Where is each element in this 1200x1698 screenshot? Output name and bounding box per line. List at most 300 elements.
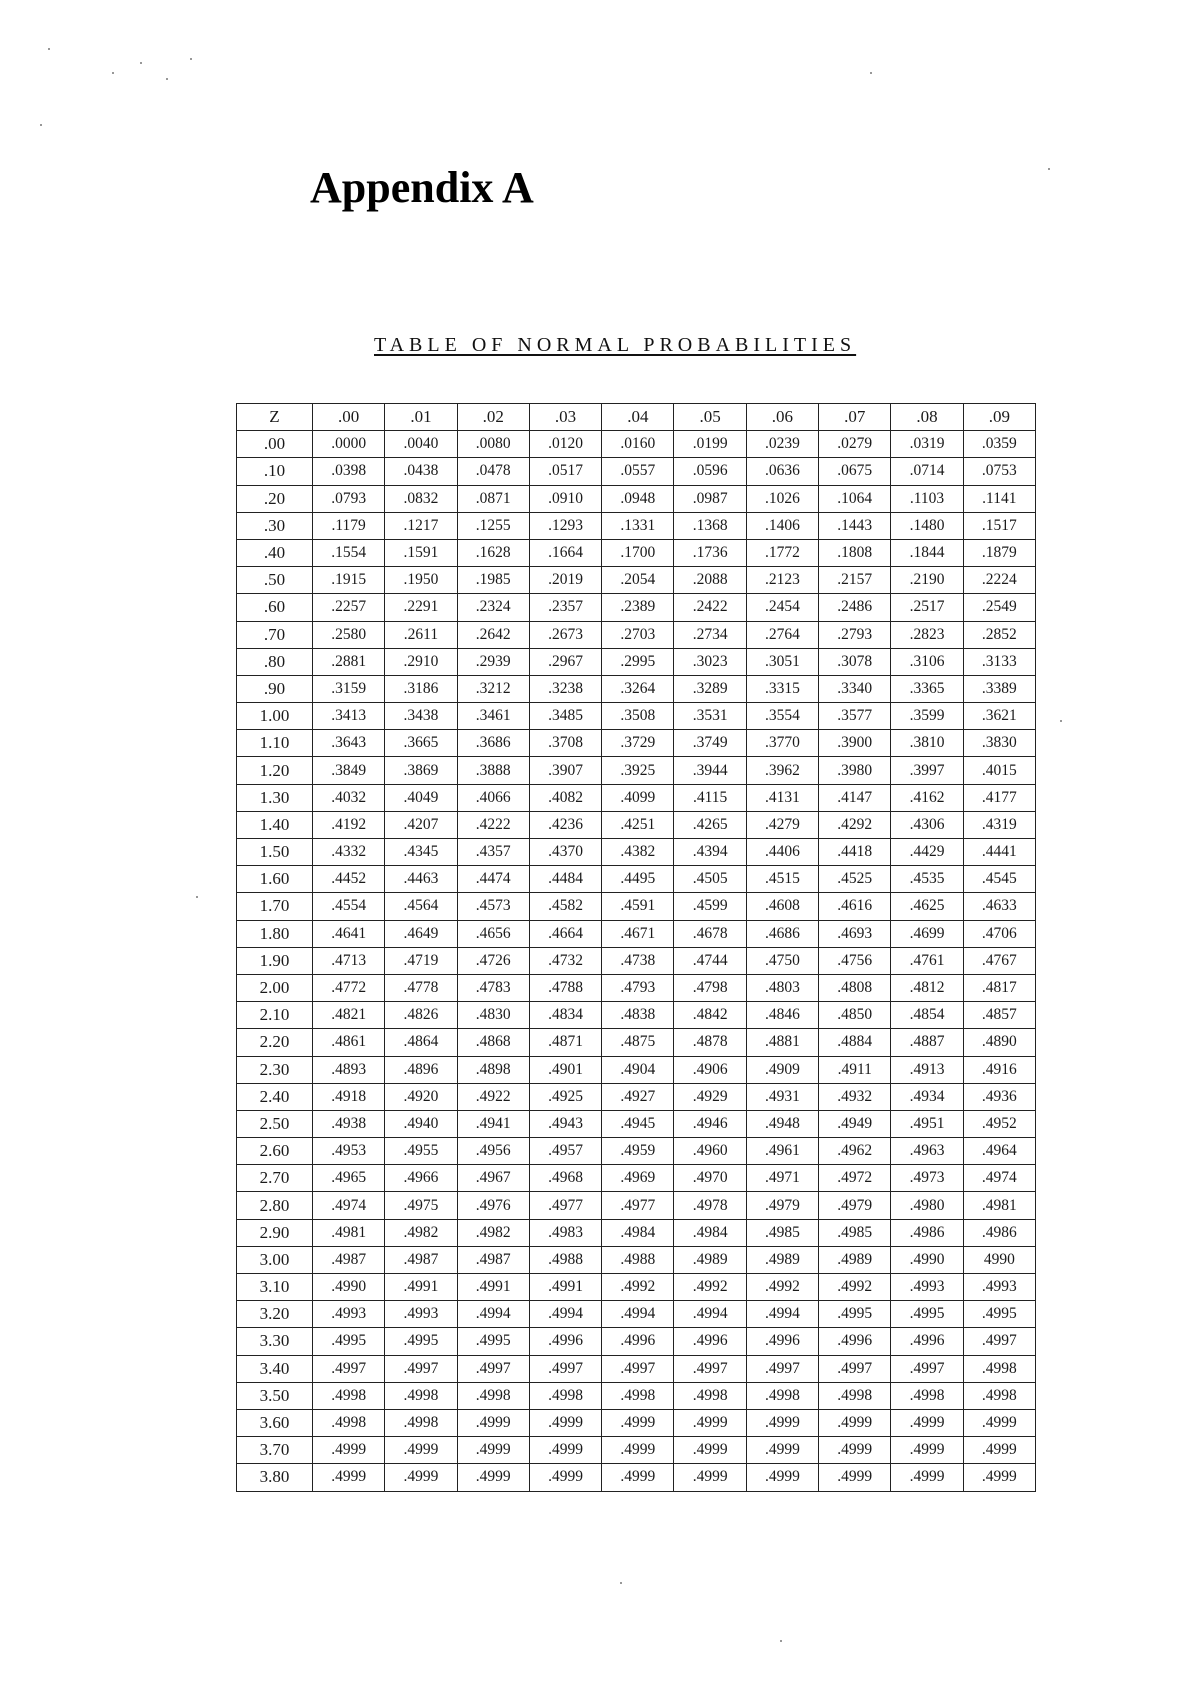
probability-cell: .4998: [674, 1382, 746, 1409]
probability-cell: .4099: [602, 784, 674, 811]
table-row: [237, 512, 1036, 539]
scan-speck: [1048, 168, 1050, 170]
probability-cell: .4906: [674, 1056, 746, 1083]
probability-cell: .4992: [602, 1274, 674, 1301]
probability-cell: .4999: [313, 1464, 385, 1491]
probability-cell: .4999: [457, 1437, 529, 1464]
probability-cell: .1406: [746, 512, 818, 539]
probability-cell: .4998: [963, 1355, 1035, 1382]
table-row: [237, 431, 1036, 458]
probability-cell: .4992: [746, 1274, 818, 1301]
probability-cell: .4904: [602, 1056, 674, 1083]
probability-cell: .2995: [602, 648, 674, 675]
probability-cell: .4207: [385, 811, 457, 838]
table-row: [237, 811, 1036, 838]
probability-cell: .4608: [746, 893, 818, 920]
probability-cell: .4999: [313, 1437, 385, 1464]
probability-cell: .2967: [529, 648, 601, 675]
probability-cell: .3980: [819, 757, 891, 784]
probability-cell: .4999: [457, 1464, 529, 1491]
probability-cell: .4995: [891, 1301, 963, 1328]
probability-cell: .4535: [891, 866, 963, 893]
probability-cell: .4998: [457, 1382, 529, 1409]
probability-cell: .1700: [602, 539, 674, 566]
probability-cell: .4812: [891, 974, 963, 1001]
probability-cell: .3413: [313, 703, 385, 730]
scan-speck: [112, 72, 114, 74]
probability-cell: .1844: [891, 539, 963, 566]
probability-cell: .4987: [313, 1246, 385, 1273]
probability-cell: .4940: [385, 1110, 457, 1137]
probability-cell: .1368: [674, 512, 746, 539]
probability-cell: .4783: [457, 974, 529, 1001]
column-header: .05: [674, 404, 746, 431]
z-value-cell: .60: [237, 594, 313, 621]
probability-cell: .2291: [385, 594, 457, 621]
probability-cell: .4599: [674, 893, 746, 920]
probability-cell: .4952: [963, 1110, 1035, 1137]
probability-cell: .4999: [891, 1464, 963, 1491]
probability-cell: .2673: [529, 621, 601, 648]
probability-cell: .3577: [819, 703, 891, 730]
probability-cell: .0987: [674, 485, 746, 512]
header-row: [237, 404, 1036, 431]
z-value-cell: 1.20: [237, 757, 313, 784]
scan-speck: [166, 78, 168, 80]
z-value-cell: 2.70: [237, 1165, 313, 1192]
scan-speck: [196, 896, 198, 898]
probability-cell: .1772: [746, 539, 818, 566]
probability-cell: .4967: [457, 1165, 529, 1192]
probability-cell: .4973: [891, 1165, 963, 1192]
probability-cell: .3389: [963, 675, 1035, 702]
probability-cell: .3508: [602, 703, 674, 730]
probability-cell: .4778: [385, 974, 457, 1001]
probability-cell: .0753: [963, 458, 1035, 485]
probability-cell: .4987: [385, 1246, 457, 1273]
table-row: [237, 458, 1036, 485]
probability-cell: .0279: [819, 431, 891, 458]
probability-cell: .4999: [891, 1437, 963, 1464]
probability-cell: .4999: [963, 1437, 1035, 1464]
probability-cell: .4941: [457, 1110, 529, 1137]
table-row: [237, 893, 1036, 920]
probability-cell: .4251: [602, 811, 674, 838]
probability-cell: .4726: [457, 947, 529, 974]
probability-cell: .4686: [746, 920, 818, 947]
z-value-cell: 1.10: [237, 730, 313, 757]
probability-cell: .0120: [529, 431, 601, 458]
probability-cell: .4881: [746, 1029, 818, 1056]
table-row: [237, 567, 1036, 594]
probability-cell: .4977: [529, 1192, 601, 1219]
probability-cell: .2486: [819, 594, 891, 621]
probability-cell: .4918: [313, 1083, 385, 1110]
probability-cell: .4995: [385, 1328, 457, 1355]
probability-cell: .1985: [457, 567, 529, 594]
probability-cell: .2823: [891, 621, 963, 648]
probability-cell: .4564: [385, 893, 457, 920]
probability-cell: .2517: [891, 594, 963, 621]
probability-cell: .4830: [457, 1002, 529, 1029]
probability-cell: .4996: [746, 1328, 818, 1355]
probability-cell: .4993: [891, 1274, 963, 1301]
probability-cell: .4999: [529, 1409, 601, 1436]
probability-cell: .4788: [529, 974, 601, 1001]
probability-cell: .3962: [746, 757, 818, 784]
probability-cell: .4147: [819, 784, 891, 811]
probability-cell: .3944: [674, 757, 746, 784]
probability-cell: .2454: [746, 594, 818, 621]
probability-cell: .0793: [313, 485, 385, 512]
table-row: [237, 866, 1036, 893]
probability-cell: .4938: [313, 1110, 385, 1137]
probability-cell: .4992: [674, 1274, 746, 1301]
probability-cell: .2580: [313, 621, 385, 648]
probability-cell: .3554: [746, 703, 818, 730]
probability-cell: .4999: [746, 1409, 818, 1436]
probability-cell: .4993: [385, 1301, 457, 1328]
probability-cell: .4896: [385, 1056, 457, 1083]
probability-cell: .4997: [746, 1355, 818, 1382]
probability-cell: .4798: [674, 974, 746, 1001]
probability-cell: .0675: [819, 458, 891, 485]
table-row: [237, 1328, 1036, 1355]
probability-cell: .0438: [385, 458, 457, 485]
probability-cell: .4834: [529, 1002, 601, 1029]
probability-cell: .4370: [529, 839, 601, 866]
probability-cell: .4929: [674, 1083, 746, 1110]
probability-cell: .0636: [746, 458, 818, 485]
table-row: [237, 947, 1036, 974]
probability-cell: .1179: [313, 512, 385, 539]
probability-cell: .4970: [674, 1165, 746, 1192]
table-row: [237, 1246, 1036, 1273]
probability-cell: .3485: [529, 703, 601, 730]
probability-cell: .4962: [819, 1138, 891, 1165]
probability-cell: .4946: [674, 1110, 746, 1137]
probability-cell: .4987: [457, 1246, 529, 1273]
probability-cell: .4997: [674, 1355, 746, 1382]
probability-cell: .4961: [746, 1138, 818, 1165]
probability-cell: .4878: [674, 1029, 746, 1056]
table-row: [237, 1029, 1036, 1056]
probability-cell: .1628: [457, 539, 529, 566]
probability-cell: .0239: [746, 431, 818, 458]
table-row: [237, 1301, 1036, 1328]
probability-cell: .4983: [529, 1219, 601, 1246]
table-row: [237, 675, 1036, 702]
probability-cell: .3643: [313, 730, 385, 757]
probability-cell: .2881: [313, 648, 385, 675]
probability-cell: .4177: [963, 784, 1035, 811]
probability-cell: .4015: [963, 757, 1035, 784]
probability-cell: .4978: [674, 1192, 746, 1219]
probability-cell: .4997: [385, 1355, 457, 1382]
table-row: [237, 621, 1036, 648]
probability-cell: .4505: [674, 866, 746, 893]
probability-cell: .3078: [819, 648, 891, 675]
probability-cell: .1808: [819, 539, 891, 566]
table-row: [237, 757, 1036, 784]
probability-cell: .0160: [602, 431, 674, 458]
probability-cell: .4985: [819, 1219, 891, 1246]
probability-cell: .4927: [602, 1083, 674, 1110]
column-header: .03: [529, 404, 601, 431]
probability-cell: .1554: [313, 539, 385, 566]
scan-speck: [140, 62, 142, 64]
probability-cell: .3729: [602, 730, 674, 757]
table-row: [237, 920, 1036, 947]
table-row: [237, 485, 1036, 512]
probability-cell: .4986: [891, 1219, 963, 1246]
probability-cell: .0714: [891, 458, 963, 485]
probability-cell: .1950: [385, 567, 457, 594]
probability-cell: .4990: [891, 1246, 963, 1273]
probability-cell: .3438: [385, 703, 457, 730]
z-value-cell: .30: [237, 512, 313, 539]
probability-cell: .0000: [313, 431, 385, 458]
probability-cell: .4999: [529, 1437, 601, 1464]
z-value-cell: 3.10: [237, 1274, 313, 1301]
probability-cell: .4625: [891, 893, 963, 920]
scan-speck: [48, 48, 50, 50]
probability-cell: .4948: [746, 1110, 818, 1137]
probability-cell: .4838: [602, 1002, 674, 1029]
probability-cell: .4995: [313, 1328, 385, 1355]
probability-cell: .4995: [819, 1301, 891, 1328]
probability-cell: .4974: [313, 1192, 385, 1219]
table-row: [237, 1219, 1036, 1246]
probability-cell: .4750: [746, 947, 818, 974]
probability-cell: .3810: [891, 730, 963, 757]
probability-cell: .0080: [457, 431, 529, 458]
z-value-cell: 3.70: [237, 1437, 313, 1464]
probability-cell: .3907: [529, 757, 601, 784]
probability-cell: .4429: [891, 839, 963, 866]
probability-cell: .0910: [529, 485, 601, 512]
z-value-cell: 1.00: [237, 703, 313, 730]
z-value-cell: 3.80: [237, 1464, 313, 1491]
probability-cell: .2088: [674, 567, 746, 594]
probability-cell: .4931: [746, 1083, 818, 1110]
probability-cell: .4857: [963, 1002, 1035, 1029]
probability-cell: .3315: [746, 675, 818, 702]
z-value-cell: 1.30: [237, 784, 313, 811]
z-value-cell: 2.90: [237, 1219, 313, 1246]
probability-cell: .4850: [819, 1002, 891, 1029]
probability-cell: .1331: [602, 512, 674, 539]
table-row: [237, 1355, 1036, 1382]
table-row: [237, 730, 1036, 757]
z-value-cell: .10: [237, 458, 313, 485]
probability-cell: .4981: [963, 1192, 1035, 1219]
probability-cell: .4875: [602, 1029, 674, 1056]
probability-cell: .4992: [819, 1274, 891, 1301]
probability-cell: .4997: [963, 1328, 1035, 1355]
z-value-cell: 1.60: [237, 866, 313, 893]
probability-cell: .0040: [385, 431, 457, 458]
column-header: .06: [746, 404, 818, 431]
normal-probability-table: [236, 403, 1036, 1492]
z-value-cell: 2.20: [237, 1029, 313, 1056]
probability-cell: .4767: [963, 947, 1035, 974]
probability-cell: .4582: [529, 893, 601, 920]
z-value-cell: 2.40: [237, 1083, 313, 1110]
probability-cell: .4732: [529, 947, 601, 974]
z-value-cell: 1.70: [237, 893, 313, 920]
probability-cell: .4988: [602, 1246, 674, 1273]
probability-cell: .0871: [457, 485, 529, 512]
probability-cell: .1026: [746, 485, 818, 512]
probability-cell: .4999: [457, 1409, 529, 1436]
probability-cell: .4821: [313, 1002, 385, 1029]
probability-cell: .4994: [602, 1301, 674, 1328]
probability-cell: .2642: [457, 621, 529, 648]
probability-cell: .4956: [457, 1138, 529, 1165]
scan-speck: [40, 124, 42, 126]
z-value-cell: 1.50: [237, 839, 313, 866]
z-value-cell: 2.50: [237, 1110, 313, 1137]
table-body: [237, 431, 1036, 1491]
probability-cell: .3461: [457, 703, 529, 730]
table-caption: TABLE OF NORMAL PROBABILITIES: [374, 334, 857, 356]
probability-cell: .4641: [313, 920, 385, 947]
probability-cell: .4656: [457, 920, 529, 947]
probability-cell: .4738: [602, 947, 674, 974]
probability-cell: .4861: [313, 1029, 385, 1056]
probability-cell: .4998: [602, 1382, 674, 1409]
probability-cell: .2389: [602, 594, 674, 621]
table-row: [237, 1083, 1036, 1110]
probability-cell: .4842: [674, 1002, 746, 1029]
probability-cell: .4999: [385, 1437, 457, 1464]
probability-cell: .4997: [313, 1355, 385, 1382]
probability-cell: .4515: [746, 866, 818, 893]
probability-cell: .1517: [963, 512, 1035, 539]
probability-cell: .4999: [963, 1409, 1035, 1436]
probability-cell: .3106: [891, 648, 963, 675]
scan-speck: [1060, 720, 1062, 722]
probability-cell: .4633: [963, 893, 1035, 920]
probability-cell: .4994: [746, 1301, 818, 1328]
probability-cell: .3212: [457, 675, 529, 702]
probability-cell: .4911: [819, 1056, 891, 1083]
probability-cell: .2157: [819, 567, 891, 594]
probability-cell: .0557: [602, 458, 674, 485]
probability-cell: .1217: [385, 512, 457, 539]
probability-cell: .4192: [313, 811, 385, 838]
table-row: [237, 1002, 1036, 1029]
probability-cell: .4980: [891, 1192, 963, 1219]
probability-cell: .4991: [385, 1274, 457, 1301]
probability-cell: .4999: [602, 1437, 674, 1464]
probability-cell: .4693: [819, 920, 891, 947]
probability-cell: .4985: [746, 1219, 818, 1246]
probability-cell: .4999: [819, 1409, 891, 1436]
probability-cell: .4960: [674, 1138, 746, 1165]
probability-cell: .4995: [457, 1328, 529, 1355]
probability-cell: .4971: [746, 1165, 818, 1192]
probability-cell: .2910: [385, 648, 457, 675]
scan-speck: [870, 72, 872, 74]
probability-cell: .4984: [674, 1219, 746, 1246]
z-value-cell: 3.60: [237, 1409, 313, 1436]
probability-cell: .1591: [385, 539, 457, 566]
probability-cell: .4998: [313, 1382, 385, 1409]
probability-cell: .4554: [313, 893, 385, 920]
probability-cell: .2123: [746, 567, 818, 594]
probability-cell: .4846: [746, 1002, 818, 1029]
probability-cell: .3340: [819, 675, 891, 702]
probability-cell: .4713: [313, 947, 385, 974]
z-value-cell: 2.80: [237, 1192, 313, 1219]
probability-cell: .4162: [891, 784, 963, 811]
table-row: [237, 703, 1036, 730]
probability-cell: .3289: [674, 675, 746, 702]
table-row: [237, 648, 1036, 675]
probability-cell: .0596: [674, 458, 746, 485]
probability-cell: .4649: [385, 920, 457, 947]
z-value-cell: 3.00: [237, 1246, 313, 1273]
probability-cell: .4957: [529, 1138, 601, 1165]
probability-cell: .4953: [313, 1138, 385, 1165]
probability-cell: .3869: [385, 757, 457, 784]
probability-cell: .1064: [819, 485, 891, 512]
z-value-cell: 3.40: [237, 1355, 313, 1382]
probability-cell: .4913: [891, 1056, 963, 1083]
table-row: [237, 1437, 1036, 1464]
probability-cell: .2939: [457, 648, 529, 675]
probability-cell: .4998: [963, 1382, 1035, 1409]
probability-cell: .4995: [963, 1301, 1035, 1328]
probability-cell: .1255: [457, 512, 529, 539]
probability-cell: .4920: [385, 1083, 457, 1110]
probability-cell: .4345: [385, 839, 457, 866]
table-row: [237, 839, 1036, 866]
probability-cell: .3849: [313, 757, 385, 784]
probability-cell: .2764: [746, 621, 818, 648]
probability-cell: .4999: [819, 1437, 891, 1464]
z-value-cell: 3.20: [237, 1301, 313, 1328]
probability-cell: .3997: [891, 757, 963, 784]
column-header: .07: [819, 404, 891, 431]
probability-cell: .4066: [457, 784, 529, 811]
probability-cell: .4975: [385, 1192, 457, 1219]
probability-cell: .4998: [746, 1382, 818, 1409]
probability-cell: .4969: [602, 1165, 674, 1192]
probability-cell: .4979: [746, 1192, 818, 1219]
probability-cell: .2019: [529, 567, 601, 594]
probability-cell: .4909: [746, 1056, 818, 1083]
column-header: .04: [602, 404, 674, 431]
probability-cell: 4990: [963, 1246, 1035, 1273]
probability-cell: .4998: [529, 1382, 601, 1409]
probability-cell: .4452: [313, 866, 385, 893]
z-value-cell: .80: [237, 648, 313, 675]
probability-cell: .1293: [529, 512, 601, 539]
probability-cell: .4996: [819, 1328, 891, 1355]
probability-cell: .4999: [746, 1437, 818, 1464]
page-title: Appendix A: [310, 163, 534, 212]
table-row: [237, 539, 1036, 566]
probability-cell: .4959: [602, 1138, 674, 1165]
probability-cell: .1141: [963, 485, 1035, 512]
probability-cell: .4306: [891, 811, 963, 838]
probability-cell: .4999: [963, 1464, 1035, 1491]
probability-cell: .4082: [529, 784, 601, 811]
probability-cell: .4999: [529, 1464, 601, 1491]
